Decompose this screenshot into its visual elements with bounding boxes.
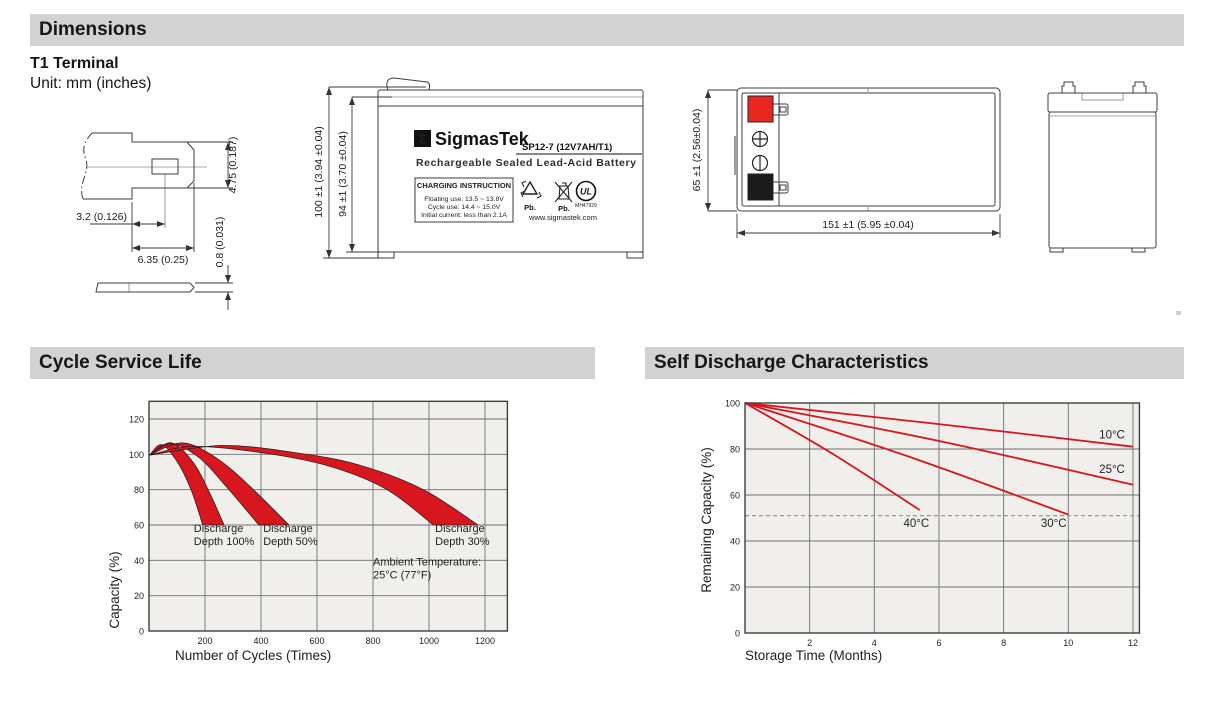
section-header-self-discharge	[645, 347, 1184, 379]
dim-hole-offset: 3.2 (0.126)	[76, 211, 127, 223]
side-terminal-right	[1133, 82, 1146, 93]
side-feet	[1050, 248, 1145, 252]
dimensions-title: Dimensions	[39, 19, 147, 40]
y-tick-label: 80	[133, 485, 144, 496]
y-tick-label: 120	[128, 414, 144, 425]
side-outline	[1048, 82, 1157, 252]
battery-top-view	[675, 78, 1015, 248]
x-tick-label: 10	[1063, 638, 1074, 648]
pull-tab	[387, 78, 430, 90]
y-tick-label: 100	[724, 398, 740, 409]
minus-symbol	[753, 156, 768, 171]
x-axis-title: Storage Time (Months)	[745, 648, 883, 663]
dim-tab-length: 6.35 (0.25)	[137, 254, 189, 266]
dim-height-outer: 100 ±1 (3.94 ±0.04)	[313, 126, 325, 218]
dim-tab-height: 4.75 (0.187)	[227, 136, 239, 194]
annotation: 25°C (77°F)	[373, 569, 432, 582]
x-tick-label: 400	[253, 636, 269, 646]
x-tick-label: 12	[1127, 638, 1138, 648]
dim-top-width: 151 ±1 (5.95 ±0.04)	[822, 219, 914, 231]
positive-terminal	[748, 96, 788, 122]
y-tick-label: 20	[729, 582, 740, 593]
charging-line-1: Floating use: 13.5 ~ 13.8V	[424, 196, 504, 203]
cycle-life-title: Cycle Service Life	[39, 352, 202, 373]
y-tick-label: 0	[138, 626, 144, 637]
annotation: Depth 100%	[193, 536, 255, 549]
sigma-glyph: Σ	[418, 131, 427, 147]
y-tick-label: 40	[133, 555, 144, 566]
battery-front-view	[308, 70, 653, 270]
brand-text: SigmasTek	[435, 129, 529, 149]
plus-symbol	[753, 132, 768, 147]
x-tick-label: 6	[936, 638, 942, 648]
y-tick-label: 80	[729, 444, 740, 455]
charging-title: CHARGING INSTRUCTION	[416, 181, 512, 190]
feet	[378, 252, 643, 258]
series-label-10c: 10°C	[1099, 429, 1125, 442]
y-tick-label: 60	[729, 490, 740, 501]
x-tick-label: 4	[871, 638, 877, 648]
unit-note: Unit: mm (inches)	[30, 75, 152, 92]
charging-line-3: Initial current: less than 2.1A	[421, 212, 507, 219]
pb-bin-text: Pb.	[558, 204, 570, 213]
front-label	[414, 129, 642, 222]
y-tick-label: 0	[734, 628, 740, 639]
x-tick-label: 800	[365, 636, 381, 646]
x-tick-label: 1200	[474, 636, 496, 646]
dim-thickness: 0.8 (0.031)	[214, 216, 226, 268]
series-label-30c: 30°C	[1040, 518, 1067, 531]
y-axis-title: Remaining Capacity (%)	[699, 447, 714, 593]
break-line	[82, 133, 92, 199]
self-discharge-chart	[690, 388, 1170, 680]
ul-letters: UL	[580, 186, 592, 197]
t1-terminal-heading: T1 Terminal	[30, 55, 119, 72]
x-axis-title: Number of Cycles (Times)	[175, 648, 332, 663]
front-dimensions	[313, 87, 426, 258]
side-terminal-left	[1062, 82, 1075, 93]
charging-line-2: Cycle use: 14.4 ~ 15.0V	[427, 204, 501, 211]
annotation: Ambient Temperature:	[373, 556, 482, 569]
y-axis-title: Capacity (%)	[107, 551, 122, 629]
t1-terminal-drawing	[35, 112, 300, 317]
series-label-25c: 25°C	[1099, 464, 1125, 477]
terminal-plate-view	[96, 283, 194, 292]
series-label-40c: 40°C	[903, 518, 930, 531]
recycle-pb-icon	[521, 181, 541, 198]
terminal-hole	[152, 159, 178, 174]
annotation: Discharge	[435, 523, 485, 536]
cycle-service-life-chart	[95, 388, 540, 680]
y-tick-label: 20	[133, 591, 144, 602]
x-tick-label: 200	[197, 636, 213, 646]
annotation: Discharge	[193, 523, 244, 536]
label-subtitle: Rechargeable Sealed Lead-Acid Battery	[416, 157, 637, 169]
x-tick-label: 8	[1001, 638, 1007, 648]
annotation: Depth 50%	[263, 536, 318, 549]
battery-side-view	[1038, 75, 1178, 260]
annotation: Discharge	[263, 523, 313, 536]
pb-recycle-text: Pb.	[524, 203, 536, 212]
dim-height-inner: 94 ±1 (3.70 ±0.04)	[337, 131, 349, 217]
scan-artifact	[1176, 311, 1181, 315]
y-tick-label: 60	[133, 520, 144, 531]
negative-terminal	[748, 174, 788, 200]
dim-top-height: 65 ±1 (2.56±0.04)	[691, 108, 703, 192]
ul-code: MH47929	[575, 203, 597, 209]
annotation: Depth 30%	[435, 536, 490, 549]
crossed-bin-icon	[555, 182, 572, 202]
section-header-dimensions	[30, 14, 1184, 46]
website-text: www.sigmastek.com	[529, 213, 597, 222]
terminal-dimensions	[76, 137, 239, 310]
section-header-cycle-life	[30, 347, 595, 379]
x-tick-label: 600	[309, 636, 325, 646]
x-tick-label: 1000	[418, 636, 440, 646]
ul-icon	[577, 182, 596, 201]
self-discharge-title: Self Discharge Characteristics	[654, 352, 929, 373]
model-text: SP12-7 (12V7AH/T1)	[522, 142, 613, 153]
y-tick-label: 100	[128, 449, 144, 460]
y-tick-label: 40	[729, 536, 740, 547]
x-tick-label: 2	[807, 638, 813, 648]
